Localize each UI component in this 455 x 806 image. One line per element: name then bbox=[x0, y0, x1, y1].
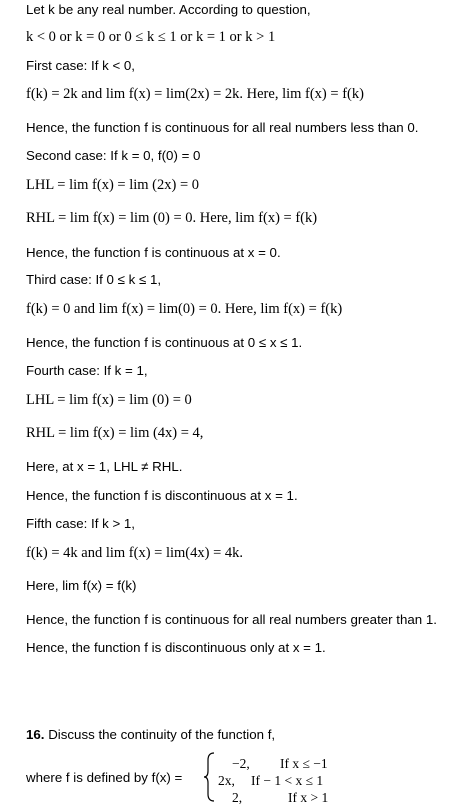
line-third-conclusion: Hence, the function f is continuous at 0 ≤ x ≤ 1. bbox=[26, 335, 303, 350]
line-third-case-eq: f(k) = 0 and lim f(x) = lim(0) = 0. Here, lim f(x) = f(k) bbox=[26, 301, 343, 317]
line-fifth-conclusion: Hence, the function f is continuous for all real numbers greater than 1. bbox=[26, 612, 437, 627]
question-text: Discuss the continuity of the function f, bbox=[48, 727, 276, 742]
line-cases-list: k < 0 or k = 0 or 0 ≤ k ≤ 1 or k = 1 or k > 1 bbox=[26, 29, 276, 45]
line-fifth-here: Here, lim f(x) = f(k) bbox=[26, 578, 137, 593]
case-1-value: −2, bbox=[232, 756, 250, 771]
line-second-rhl: RHL = lim f(x) = lim (0) = 0. Here, lim f(x) = f(k) bbox=[26, 210, 318, 226]
question-number: 16. bbox=[26, 727, 45, 742]
case-3-value: 2, bbox=[232, 790, 243, 805]
case-2-condition: If − 1 < x ≤ 1 bbox=[251, 773, 324, 788]
line-fourth-lhl: LHL = lim f(x) = lim (0) = 0 bbox=[26, 392, 192, 408]
case-3-condition: If x > 1 bbox=[288, 790, 329, 805]
left-brace-icon bbox=[203, 752, 215, 802]
line-fifth-case-eq: f(k) = 4k and lim f(x) = lim(4x) = 4k. bbox=[26, 545, 244, 561]
line-second-lhl: LHL = lim f(x) = lim (2x) = 0 bbox=[26, 177, 199, 193]
line-second-conclusion: Hence, the function f is continuous at x = 0. bbox=[26, 245, 281, 260]
line-fourth-rhl: RHL = lim f(x) = lim (4x) = 4, bbox=[26, 425, 204, 441]
line-third-case: Third case: If 0 ≤ k ≤ 1, bbox=[26, 272, 162, 287]
line-first-case: First case: If k < 0, bbox=[26, 58, 135, 73]
line-intro: Let k be any real number. According to question, bbox=[26, 2, 311, 17]
line-first-conclusion: Hence, the function f is continuous for all real numbers less than 0. bbox=[26, 120, 419, 135]
line-fourth-compare: Here, at x = 1, LHL ≠ RHL. bbox=[26, 459, 183, 474]
case-1-condition: If x ≤ −1 bbox=[280, 756, 328, 771]
question-16 bbox=[26, 727, 275, 742]
line-final-conclusion: Hence, the function f is discontinuous only at x = 1. bbox=[26, 640, 326, 655]
line-first-case-eq: f(k) = 2k and lim f(x) = lim(2x) = 2k. Here, lim f(x) = f(k) bbox=[26, 86, 364, 102]
line-fourth-case: Fourth case: If k = 1, bbox=[26, 363, 148, 378]
piecewise-intro: where f is defined by f(x) = bbox=[26, 770, 183, 785]
line-fourth-conclusion: Hence, the function f is discontinuous at x = 1. bbox=[26, 488, 298, 503]
case-2-value: 2x, bbox=[218, 773, 235, 788]
line-fifth-case: Fifth case: If k > 1, bbox=[26, 516, 136, 531]
line-second-case: Second case: If k = 0, f(0) = 0 bbox=[26, 148, 201, 163]
